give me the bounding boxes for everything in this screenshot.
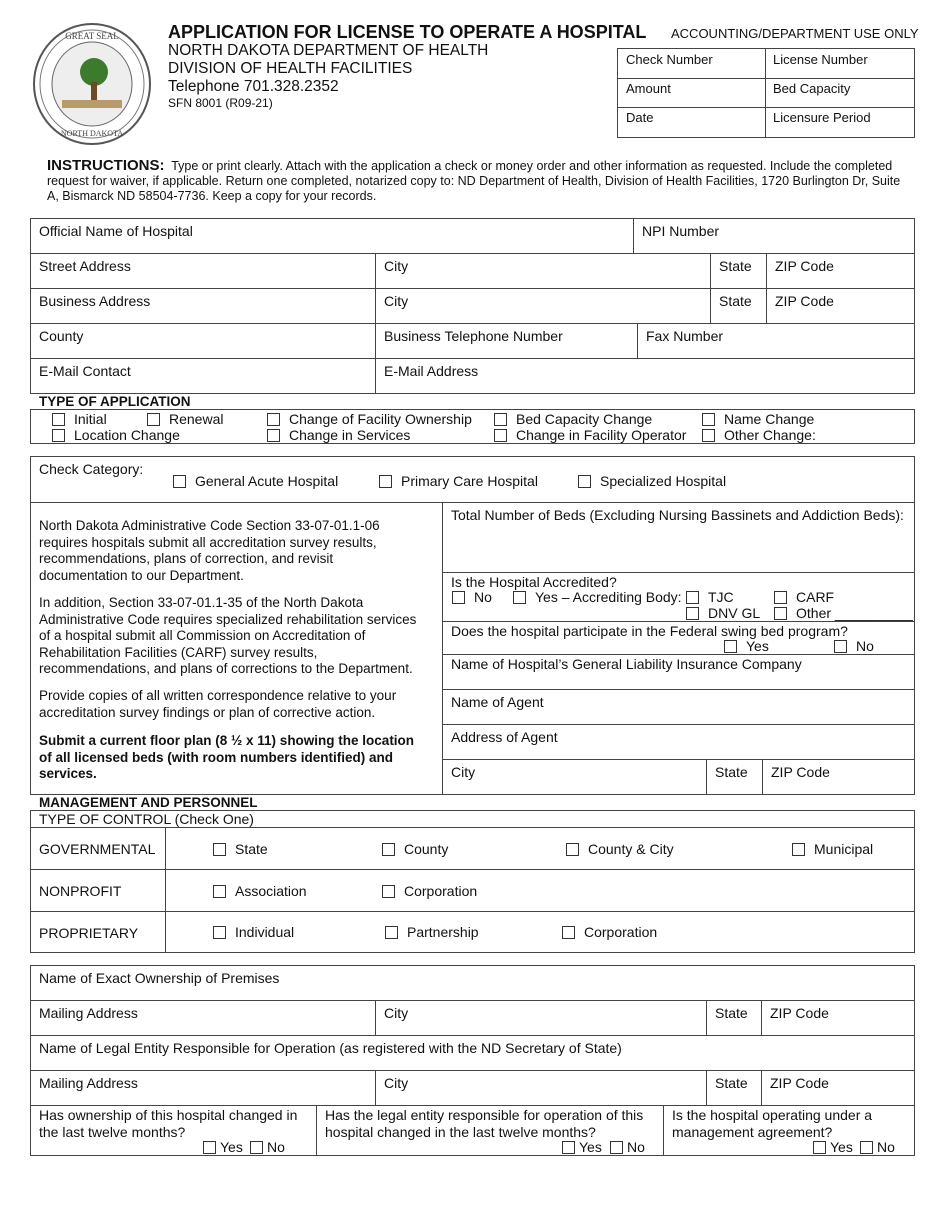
owner-city-field[interactable]: City <box>375 1000 707 1036</box>
instructions: INSTRUCTIONS: Type or print clearly. Attach with the application a check or money order and other information as requested. Include the completed request for waiver, if applicable. Return one completed, notarized copy to: ND Department of Health, Division of Health Facilities, 1720 Burlington Dr, Suite A, Bismarck ND 58504-7736. Keep a copy for your records. <box>47 157 901 203</box>
ownership-yes-checkbox[interactable]: Yes <box>203 1139 243 1155</box>
management-heading: MANAGEMENT AND PERSONNEL <box>39 795 258 810</box>
license-number-field[interactable]: License Number <box>773 52 868 67</box>
telephone: Telephone 701.328.2352 <box>168 78 339 95</box>
street-city-field[interactable]: City <box>375 253 711 289</box>
npi-field[interactable]: NPI Number <box>633 218 915 254</box>
business-city-field[interactable]: City <box>375 288 711 324</box>
accounting-heading: ACCOUNTING/DEPARTMENT USE ONLY <box>671 26 919 41</box>
owner-zip-field[interactable]: ZIP Code <box>761 1000 915 1036</box>
street-address-field[interactable]: Street Address <box>30 253 376 289</box>
paragraph-carf: In addition, Section 33-07-01.1-35 of the North Dakota Administrative Code requires specialized rehabilitation services of a hospital submit all Commission on Accreditation of Rehabilitation Facilities (CARF) survey results, recommendations, and plans of corrections to the Department. <box>39 595 417 676</box>
business-zip-field[interactable]: ZIP Code <box>766 288 915 324</box>
gov-municipal-checkbox[interactable]: Municipal <box>792 841 873 857</box>
agent-address-field[interactable]: Address of Agent <box>442 724 915 760</box>
agreement-no-checkbox[interactable]: No <box>860 1139 895 1155</box>
svg-text:GREAT SEAL: GREAT SEAL <box>65 31 119 41</box>
accreditation-box: Is the Hospital Accredited? <box>442 572 915 622</box>
initial-checkbox[interactable]: Initial <box>52 411 107 427</box>
division-name: DIVISION OF HEALTH FACILITIES <box>168 60 413 77</box>
entity-mailing-field[interactable]: Mailing Address <box>30 1070 376 1106</box>
department-name: NORTH DAKOTA DEPARTMENT OF HEALTH <box>168 42 489 59</box>
entity-no-checkbox[interactable]: No <box>610 1139 645 1155</box>
liability-insurance-field[interactable]: Name of Hospital’s General Liability Insurance Company <box>442 654 915 690</box>
prop-partnership-checkbox[interactable]: Partnership <box>385 924 479 940</box>
accreditation-info-box <box>30 502 443 795</box>
other-change-checkbox[interactable]: Other Change: <box>702 427 816 443</box>
licensure-period-field[interactable]: Licensure Period <box>773 110 871 125</box>
business-address-field[interactable]: Business Address <box>30 288 376 324</box>
general-acute-checkbox[interactable]: General Acute Hospital <box>173 473 338 489</box>
check-category-label: Check Category: <box>39 461 144 477</box>
business-phone-field[interactable]: Business Telephone Number <box>375 323 638 359</box>
entity-yes-checkbox[interactable]: Yes <box>562 1139 602 1155</box>
accounting-box <box>617 48 915 138</box>
change-operator-checkbox[interactable]: Change in Facility Operator <box>494 427 686 443</box>
other-accreditor-checkbox[interactable]: Other __________ <box>774 605 913 621</box>
entity-state-field[interactable]: State <box>706 1070 762 1106</box>
legal-entity-field[interactable]: Name of Legal Entity Responsible for Operation (as registered with the ND Secretary of State) <box>30 1035 915 1071</box>
premises-owner-field[interactable]: Name of Exact Ownership of Premises <box>30 965 915 1001</box>
primary-care-checkbox[interactable]: Primary Care Hospital <box>379 473 538 489</box>
proprietary-label: PROPRIETARY <box>30 911 166 953</box>
swing-bed-box: Does the hospital participate in the Federal swing bed program? <box>442 621 915 655</box>
total-beds-field[interactable]: Total Number of Beds (Excluding Nursing Bassinets and Addiction Beds): <box>442 502 915 573</box>
fax-field[interactable]: Fax Number <box>637 323 915 359</box>
date-field[interactable]: Date <box>626 110 654 125</box>
entity-city-field[interactable]: City <box>375 1070 707 1106</box>
owner-mailing-field[interactable]: Mailing Address <box>30 1000 376 1036</box>
location-change-checkbox[interactable]: Location Change <box>52 427 180 443</box>
paragraph-floor-plan: Submit a current floor plan (8 ½ x 11) showing the location of all licensed beds (with room numbers identified) and services. <box>39 733 415 781</box>
amount-field[interactable]: Amount <box>626 81 671 96</box>
bed-capacity-field[interactable]: Bed Capacity <box>773 81 851 96</box>
name-change-checkbox[interactable]: Name Change <box>702 411 814 427</box>
carf-checkbox[interactable]: CARF <box>774 589 834 605</box>
accredited-yes-checkbox[interactable]: Yes – Accrediting Body: <box>513 589 682 605</box>
change-ownership-checkbox[interactable]: Change of Facility Ownership <box>267 411 472 427</box>
type-of-control-row: TYPE OF CONTROL (Check One) <box>30 810 915 828</box>
prop-corporation-checkbox[interactable]: Corporation <box>562 924 657 940</box>
agent-city-field[interactable]: City <box>442 759 707 795</box>
management-agreement-box: Is the hospital operating under a management agreement? <box>663 1105 915 1156</box>
ownership-change-box: Has ownership of this hospital changed in the last twelve months? <box>30 1105 317 1156</box>
email-address-field[interactable]: E-Mail Address <box>375 358 915 394</box>
street-zip-field[interactable]: ZIP Code <box>766 253 915 289</box>
entity-change-box: Has the legal entity responsible for operation of this hospital changed in the last twelve months? <box>316 1105 664 1156</box>
swing-no-checkbox[interactable]: No <box>834 638 874 654</box>
gov-state-checkbox[interactable]: State <box>213 841 268 857</box>
agreement-yes-checkbox[interactable]: Yes <box>813 1139 853 1155</box>
agent-name-field[interactable]: Name of Agent <box>442 689 915 725</box>
bed-capacity-change-checkbox[interactable]: Bed Capacity Change <box>494 411 652 427</box>
ownership-no-checkbox[interactable]: No <box>250 1139 285 1155</box>
svg-text:NORTH DAKOTA: NORTH DAKOTA <box>60 129 124 138</box>
np-corporation-checkbox[interactable]: Corporation <box>382 883 477 899</box>
nonprofit-label: NONPROFIT <box>30 869 166 912</box>
specialized-checkbox[interactable]: Specialized Hospital <box>578 473 726 489</box>
entity-zip-field[interactable]: ZIP Code <box>761 1070 915 1106</box>
change-services-checkbox[interactable]: Change in Services <box>267 427 410 443</box>
form-title: APPLICATION FOR LICENSE TO OPERATE A HOSPITAL <box>168 22 647 42</box>
renewal-checkbox[interactable]: Renewal <box>147 411 223 427</box>
form-number: SFN 8001 (R09-21) <box>168 96 273 110</box>
check-number-field[interactable]: Check Number <box>626 52 713 67</box>
email-contact-field[interactable]: E-Mail Contact <box>30 358 376 394</box>
gov-county-checkbox[interactable]: County <box>382 841 448 857</box>
instructions-label: INSTRUCTIONS: <box>47 157 165 174</box>
official-name-field[interactable]: Official Name of Hospital <box>30 218 634 254</box>
swing-yes-checkbox[interactable]: Yes <box>724 638 769 654</box>
prop-individual-checkbox[interactable]: Individual <box>213 924 294 940</box>
agent-zip-field[interactable]: ZIP Code <box>762 759 915 795</box>
paragraph-admin-code: North Dakota Administrative Code Section 33-07-01.1-06 requires hospitals submit all accreditation survey results, recommendations, plans of correction, and revisit documentation to our Department. <box>39 518 380 583</box>
county-field[interactable]: County <box>30 323 376 359</box>
paragraph-correspondence: Provide copies of all written correspondence relative to your accreditation survey findings or plan of corrective action. <box>39 688 397 720</box>
business-state-field[interactable]: State <box>710 288 767 324</box>
state-seal <box>32 22 152 146</box>
street-state-field[interactable]: State <box>710 253 767 289</box>
accredited-no-checkbox[interactable]: No <box>452 589 492 605</box>
dnv-checkbox[interactable]: DNV GL <box>686 605 760 621</box>
governmental-label: GOVERNMENTAL <box>30 827 166 870</box>
np-association-checkbox[interactable]: Association <box>213 883 307 899</box>
tjc-checkbox[interactable]: TJC <box>686 589 734 605</box>
gov-county-city-checkbox[interactable]: County & City <box>566 841 674 857</box>
owner-state-field[interactable]: State <box>706 1000 762 1036</box>
type-of-application-heading: TYPE OF APPLICATION <box>39 394 191 409</box>
agent-state-field[interactable]: State <box>706 759 763 795</box>
